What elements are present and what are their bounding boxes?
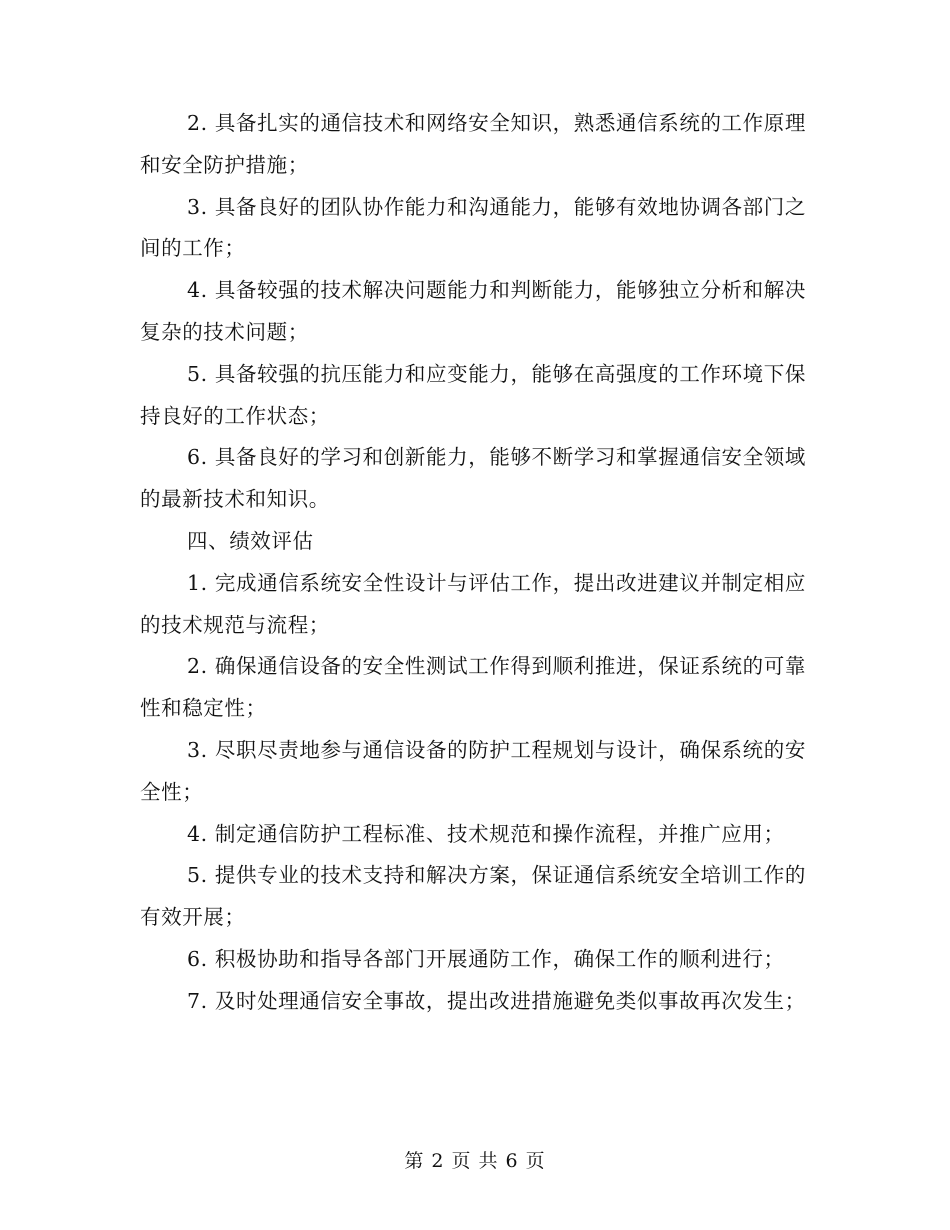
page-content [140,103,806,1023]
requirement-item-4: 4. 具备较强的技术解决问题能力和判断能力，能够独立分析和解决复杂的技术问题； [140,278,806,344]
requirement-item-6: 6. 具备良好的学习和创新能力，能够不断学习和掌握通信安全领域的最新技术和知识。 [140,445,806,512]
requirement-item-5: 5. 具备较强的抗压能力和应变能力，能够在高强度的工作环境下保持良好的工作状态； [140,361,806,428]
performance-item-3: 3. 尽职尽责地参与通信设备的防护工程规划与设计，确保系统的安全性； [140,737,806,804]
performance-item-4: 4. 制定通信防护工程标准、技术规范和操作流程，并推广应用； [187,821,785,846]
requirement-item-3: 3. 具备良好的团队协作能力和沟通能力，能够有效地协调各部门之间的工作； [140,194,806,261]
performance-item-6: 6. 积极协助和指导各部门开展通防工作，确保工作的顺利进行； [187,946,785,971]
requirement-item-2: 2. 具备扎实的通信技术和网络安全知识，熟悉通信系统的工作原理和安全防护措施； [140,111,806,177]
performance-item-1: 1. 完成通信系统安全性设计与评估工作，提出改进建议并制定相应的技术规范与流程； [140,570,806,637]
performance-item-7: 7. 及时处理通信安全事故，提出改进措施避免类似事故再次发生； [187,988,806,1013]
performance-item-2: 2. 确保通信设备的安全性测试工作得到顺利推进，保证系统的可靠性和稳定性； [140,654,806,721]
section-heading-performance: 四、绩效评估 [187,528,314,553]
page-number-footer: 第 2 页 共 6 页 [404,1150,546,1172]
performance-item-5: 5. 提供专业的技术支持和解决方案，保证通信系统安全培训工作的有效开展； [140,863,806,930]
